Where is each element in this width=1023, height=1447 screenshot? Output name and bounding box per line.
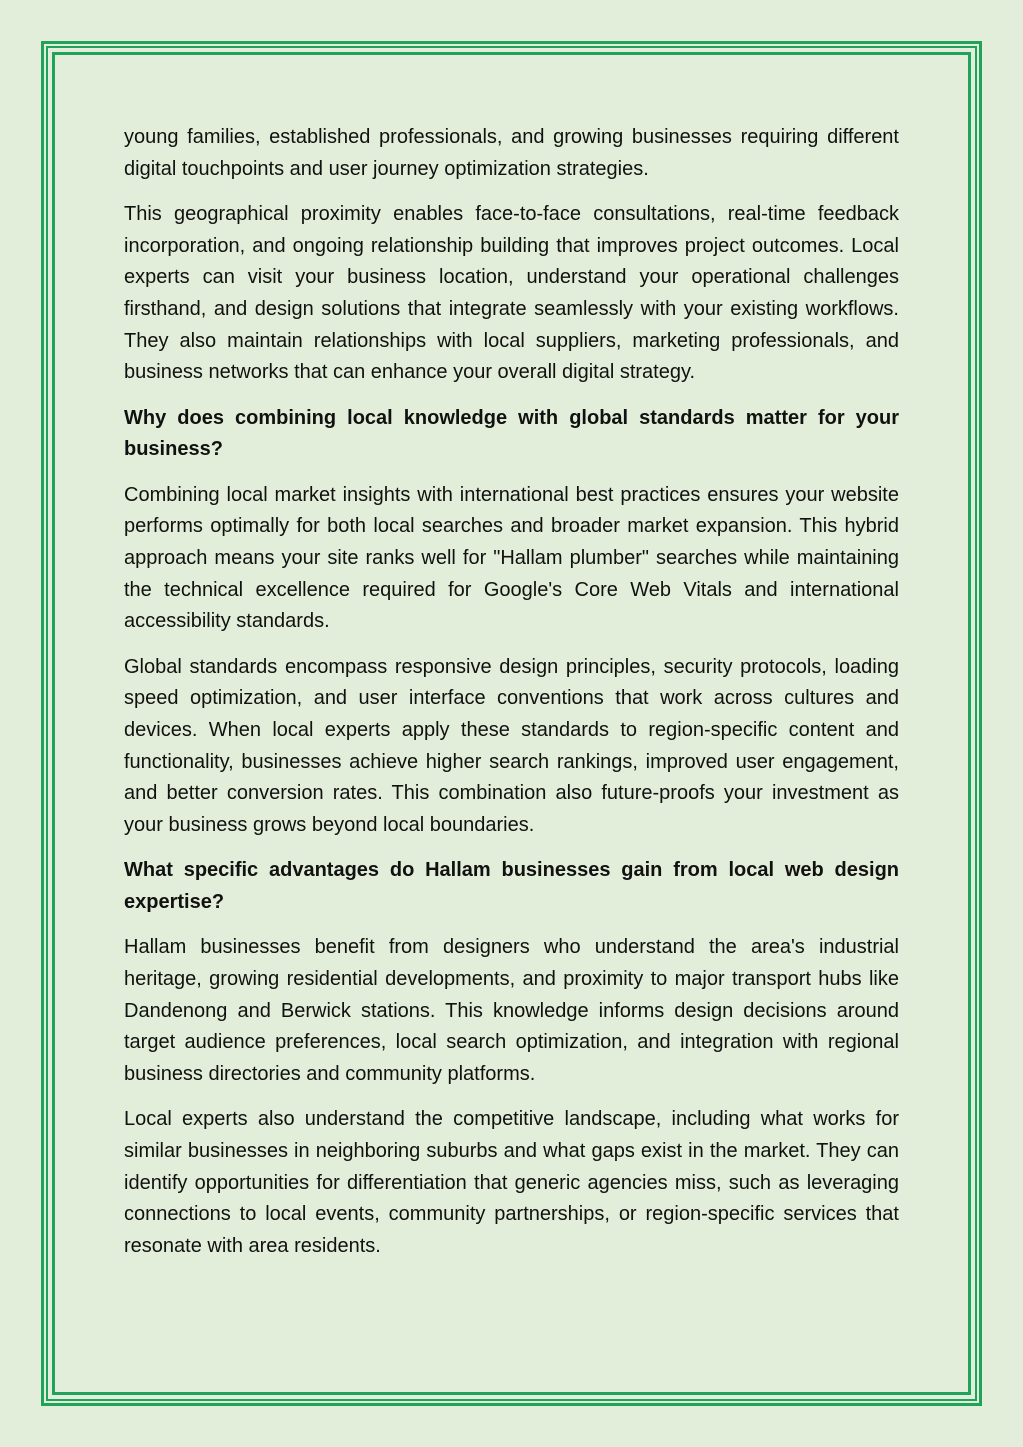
paragraph-competitive: Local experts also understand the competitive landscape, including what works for similar businesses in neighboring suburbs and what gaps exist in the market. They can identify opportunities for differentiation that generic agencies miss, such as leveraging connections to local events, community partnerships, or region-specific services that resonate with area residents.	[124, 1108, 899, 1257]
paragraph-combining: Combining local market insights with international best practices ensures your website performs optimally for both local searches and broader market expansion. This hybrid approach means your site ranks well for "Hallam plumber" searches while maintaining the technical excellence required for Google's Core Web Vitals and international accessibility standards.	[124, 483, 899, 633]
paragraph-proximity: This geographical proximity enables face-to-face consultations, real-time feedback incorporation, and ongoing relationship building that improves project outcomes. Local experts can visit your business location, understand your operational challenges firsthand, and design solutions that integrate seamlessly with your existing workflows. They also maintain relationships with local suppliers, marketing professionals, and business networks that can enhance your overall digital strategy.	[124, 202, 899, 384]
paragraph-global-standards: Global standards encompass responsive design principles, security protocols, loading speed optimization, and user interface conventions that work across cultures and devices. When local experts apply these standards to region-specific content and functionality, businesses achieve higher search rankings, improved user engagement, and better conversion rates. This combination also future-proofs your investment as your business grows beyond local boundaries.	[124, 655, 899, 837]
section-heading-local-global: Why does combining local knowledge with global standards matter for your business?	[124, 406, 899, 461]
paragraph-intro-continuation: young families, established professionals, and growing businesses requiring different digital touchpoints and user journey optimization strategies.	[124, 126, 899, 180]
section-heading-hallam-advantages: What specific advantages do Hallam businesses gain from local web design expertise?	[124, 859, 899, 913]
document-body	[124, 122, 899, 1276]
paragraph-hallam-benefits: Hallam businesses benefit from designers who understand the area's industrial heritage, growing residential developments, and proximity to major transport hubs like Dandenong and Berwick stations. This knowledge informs design decisions around target audience preferences, local search optimization, and integration with regional business directories and community platforms.	[124, 936, 899, 1085]
